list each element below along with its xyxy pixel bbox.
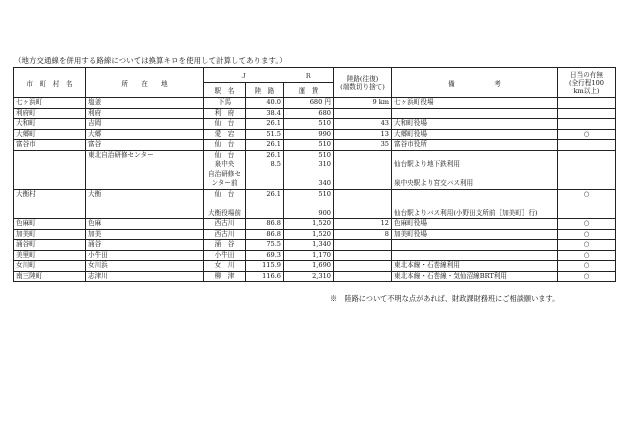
cell-place-text: 色麻 bbox=[88, 219, 102, 227]
table-caption-note: （地方交通線を併用する路線については換算キロを使用して計算してあります。） bbox=[14, 56, 287, 65]
cell-station bbox=[204, 250, 246, 261]
cell-note-line: 仙台駅より地下鉄利用 bbox=[394, 160, 460, 168]
cell-fare-line bbox=[286, 199, 331, 209]
cell-sea-distance-text: 9 km bbox=[372, 98, 389, 106]
cell-km-line: 116.6 bbox=[262, 271, 281, 280]
travel-expense-table bbox=[13, 67, 616, 282]
cell-place-text: 吉岡 bbox=[88, 119, 102, 127]
cell-station bbox=[204, 219, 246, 230]
table-row bbox=[14, 250, 616, 261]
cell-km-line bbox=[248, 179, 281, 189]
table-row bbox=[14, 129, 616, 140]
cell-city-text: 美里町 bbox=[16, 250, 36, 259]
cell-km-line: 40.0 bbox=[266, 98, 281, 106]
table-body bbox=[14, 98, 616, 282]
cell-place bbox=[86, 250, 204, 261]
cell-sea-distance bbox=[334, 150, 392, 189]
cell-station-line: 仙 台 bbox=[214, 189, 235, 198]
cell-station bbox=[204, 108, 246, 119]
cell-allowance-mark bbox=[558, 108, 616, 119]
cell-allowance-mark bbox=[558, 129, 616, 140]
cell-fare-line: 1,340 bbox=[312, 240, 331, 248]
cell-sea-distance bbox=[334, 98, 392, 109]
cell-sea-distance-text: 35 bbox=[380, 140, 389, 148]
cell-km-line: 26.1 bbox=[266, 140, 281, 148]
cell-fare-line: 510 bbox=[318, 119, 331, 127]
cell-fare bbox=[284, 229, 334, 240]
cell-city bbox=[14, 250, 86, 261]
cell-km bbox=[246, 250, 284, 261]
cell-sea-distance bbox=[334, 189, 392, 219]
cell-km bbox=[246, 219, 284, 230]
cell-city bbox=[14, 150, 86, 189]
cell-station-line: 柳 津 bbox=[214, 271, 235, 280]
table-row bbox=[14, 150, 616, 189]
cell-station-line: 小牛田 bbox=[214, 250, 235, 259]
cell-sea-distance bbox=[334, 219, 392, 230]
cell-note bbox=[392, 250, 558, 261]
cell-allowance-mark-text bbox=[560, 119, 613, 129]
cell-fare bbox=[284, 140, 334, 151]
cell-km bbox=[246, 229, 284, 240]
cell-city bbox=[14, 219, 86, 230]
cell-allowance-mark-text: ○ bbox=[583, 261, 590, 269]
cell-station bbox=[204, 119, 246, 130]
cell-sea-distance-text bbox=[336, 272, 389, 282]
cell-sea-distance bbox=[334, 140, 392, 151]
cell-allowance-mark bbox=[558, 250, 616, 261]
cell-allowance-mark bbox=[558, 271, 616, 282]
cell-sea-distance-text bbox=[336, 190, 389, 200]
cell-km-line bbox=[248, 170, 281, 180]
cell-place bbox=[86, 108, 204, 119]
cell-km bbox=[246, 150, 284, 189]
cell-city-text: 加美町 bbox=[16, 229, 36, 238]
cell-sea-distance bbox=[334, 250, 392, 261]
cell-allowance-mark bbox=[558, 240, 616, 251]
cell-note-line: 大郷町役場 bbox=[394, 129, 427, 138]
cell-place bbox=[86, 240, 204, 251]
cell-km-line: 38.4 bbox=[266, 108, 281, 117]
cell-note bbox=[392, 119, 558, 130]
cell-note bbox=[392, 108, 558, 119]
cell-city bbox=[14, 98, 86, 109]
cell-fare-line: 680 bbox=[318, 108, 331, 117]
cell-fare bbox=[284, 108, 334, 119]
cell-place bbox=[86, 140, 204, 151]
cell-allowance-mark-text: ○ bbox=[583, 271, 590, 280]
cell-sea-distance bbox=[334, 119, 392, 130]
cell-station-line: 仙 台 bbox=[214, 150, 235, 159]
cell-place bbox=[86, 98, 204, 109]
cell-fare bbox=[284, 150, 334, 189]
cell-sea-distance bbox=[334, 271, 392, 282]
cell-km-line: 8.5 bbox=[270, 160, 281, 168]
cell-allowance-mark bbox=[558, 219, 616, 230]
cell-allowance-mark bbox=[558, 189, 616, 219]
cell-allowance-mark bbox=[558, 229, 616, 240]
footnote: ※ 陸路について不明な点があれば、財政課財務班にご相談願います。 bbox=[330, 294, 560, 303]
cell-place-text: 塩釜 bbox=[88, 98, 102, 106]
cell-allowance-mark-text: ○ bbox=[583, 250, 590, 259]
cell-km-line bbox=[248, 209, 281, 219]
cell-km bbox=[246, 240, 284, 251]
cell-km-line: 51.5 bbox=[266, 129, 281, 138]
cell-city-text: 色麻町 bbox=[16, 219, 36, 227]
cell-allowance-mark bbox=[558, 150, 616, 189]
cell-station-line: 西古川 bbox=[214, 229, 235, 238]
cell-station bbox=[204, 261, 246, 272]
table-row bbox=[14, 240, 616, 251]
cell-city bbox=[14, 261, 86, 272]
cell-km-line: 86.8 bbox=[266, 219, 281, 227]
cell-note bbox=[392, 98, 558, 109]
cell-place bbox=[86, 229, 204, 240]
cell-km bbox=[246, 129, 284, 140]
header-place: 所 在 地 bbox=[86, 68, 204, 98]
header-km: 陸 路 bbox=[246, 83, 284, 98]
cell-city bbox=[14, 108, 86, 119]
table-row bbox=[14, 119, 616, 130]
cell-station bbox=[204, 229, 246, 240]
cell-allowance-mark-text bbox=[560, 98, 613, 108]
cell-city bbox=[14, 119, 86, 130]
cell-station-line: 大衡役場前 bbox=[208, 208, 241, 217]
cell-fare-line: 1,170 bbox=[312, 250, 331, 259]
cell-station-line: ンター前 bbox=[211, 179, 238, 187]
table-row bbox=[14, 98, 616, 109]
cell-city-text: 利府町 bbox=[16, 108, 36, 117]
cell-city-text bbox=[16, 151, 83, 161]
cell-note bbox=[392, 229, 558, 240]
cell-km-line: 115.9 bbox=[262, 261, 281, 269]
cell-note-line bbox=[394, 199, 555, 209]
header-allowance: 日当の有無 (全行程100 km以上) bbox=[558, 68, 616, 98]
cell-place bbox=[86, 271, 204, 282]
cell-note-line: 色麻町役場 bbox=[394, 219, 427, 227]
cell-place bbox=[86, 189, 204, 219]
cell-place-text: 涌谷 bbox=[88, 240, 102, 248]
cell-place-text: 大衡 bbox=[88, 189, 102, 198]
table-row bbox=[14, 229, 616, 240]
cell-place-text: 利府 bbox=[88, 108, 102, 117]
cell-fare bbox=[284, 129, 334, 140]
cell-city-text: 大衡村 bbox=[16, 189, 36, 198]
cell-note bbox=[392, 261, 558, 272]
cell-sea-distance-text bbox=[336, 240, 389, 250]
cell-station-line: 女 川 bbox=[214, 261, 235, 269]
cell-note-line: 泉中央駅より宮交バス利用 bbox=[394, 179, 474, 187]
cell-sea-distance-text: 8 bbox=[384, 229, 389, 238]
cell-fare-line: 340 bbox=[318, 179, 331, 187]
cell-allowance-mark-text bbox=[560, 140, 613, 150]
cell-km-line: 86.8 bbox=[266, 229, 281, 238]
cell-place-text: 東北自治研修センター bbox=[88, 150, 154, 159]
table-row bbox=[14, 271, 616, 282]
cell-sea-distance bbox=[334, 261, 392, 272]
cell-km-line: 75.5 bbox=[266, 240, 281, 248]
cell-city bbox=[14, 140, 86, 151]
cell-station-line: 仙 台 bbox=[214, 119, 235, 127]
cell-sea-distance-text: 13 bbox=[380, 129, 389, 138]
cell-note bbox=[392, 189, 558, 219]
cell-allowance-mark-text: ○ bbox=[583, 229, 590, 238]
header-note: 備 考 bbox=[392, 68, 558, 98]
cell-note bbox=[392, 240, 558, 251]
cell-city-text: 七ヶ浜町 bbox=[16, 98, 43, 106]
cell-allowance-mark-text: ○ bbox=[583, 129, 590, 138]
cell-fare bbox=[284, 119, 334, 130]
cell-km-line bbox=[248, 199, 281, 209]
cell-note-line: 大和町役場 bbox=[394, 119, 427, 127]
cell-city bbox=[14, 129, 86, 140]
cell-allowance-mark bbox=[558, 140, 616, 151]
cell-sea-distance-text: 43 bbox=[380, 119, 389, 127]
cell-allowance-mark-text: ○ bbox=[583, 189, 590, 198]
cell-place-text: 大郷 bbox=[88, 129, 102, 138]
cell-note-line bbox=[394, 151, 555, 161]
cell-fare-line: 510 bbox=[318, 189, 331, 198]
header-sea-route bbox=[334, 68, 392, 98]
cell-city-text: 富谷市 bbox=[16, 140, 36, 148]
cell-fare-line: 990 bbox=[318, 129, 331, 138]
cell-km bbox=[246, 271, 284, 282]
cell-note-line: 仙台駅よりバス利用(小野田支所前［加美町］行) bbox=[394, 208, 538, 217]
cell-note-line: 加美町役場 bbox=[394, 229, 427, 238]
cell-note bbox=[392, 219, 558, 230]
cell-allowance-mark-text: ○ bbox=[583, 219, 590, 227]
cell-city bbox=[14, 189, 86, 219]
cell-km bbox=[246, 108, 284, 119]
cell-station bbox=[204, 271, 246, 282]
cell-fare bbox=[284, 250, 334, 261]
cell-allowance-mark bbox=[558, 119, 616, 130]
cell-station bbox=[204, 240, 246, 251]
cell-station bbox=[204, 189, 246, 219]
header-station: 駅 名 bbox=[204, 83, 246, 98]
header-fare: 運 賃 bbox=[284, 83, 334, 98]
cell-city-text: 女川町 bbox=[16, 261, 36, 269]
cell-note-line bbox=[394, 109, 555, 119]
header-sea-line2: (端数切り捨て) bbox=[340, 82, 385, 91]
cell-city bbox=[14, 271, 86, 282]
cell-km bbox=[246, 98, 284, 109]
cell-fare-line: 2,310 bbox=[312, 271, 331, 280]
cell-fare-line: 680 円 bbox=[309, 98, 331, 106]
cell-note-line: 東北本線・石巻線・気仙沼線BRT利用 bbox=[394, 271, 507, 280]
cell-km bbox=[246, 261, 284, 272]
table-row bbox=[14, 261, 616, 272]
cell-station-line: 愛 宕 bbox=[214, 129, 235, 138]
cell-fare bbox=[284, 271, 334, 282]
cell-fare-line bbox=[286, 170, 331, 180]
cell-sea-distance bbox=[334, 240, 392, 251]
cell-place bbox=[86, 219, 204, 230]
cell-sea-distance-text: 12 bbox=[380, 219, 389, 227]
cell-fare bbox=[284, 240, 334, 251]
cell-km-line: 69.3 bbox=[266, 250, 281, 259]
cell-place-text: 志津川 bbox=[88, 271, 108, 280]
cell-allowance-mark bbox=[558, 98, 616, 109]
cell-km-line: 26.1 bbox=[266, 150, 281, 159]
table-row bbox=[14, 219, 616, 230]
cell-sea-distance-text bbox=[336, 109, 389, 119]
cell-fare bbox=[284, 219, 334, 230]
cell-place bbox=[86, 129, 204, 140]
cell-note-line bbox=[394, 190, 555, 200]
cell-station bbox=[204, 150, 246, 189]
cell-allowance-mark-text: ○ bbox=[583, 240, 590, 248]
cell-fare-line: 510 bbox=[318, 140, 331, 148]
cell-place-text: 小牛田 bbox=[88, 250, 108, 259]
cell-note-line bbox=[394, 251, 555, 261]
cell-note-line: 七ヶ浜町役場 bbox=[394, 98, 434, 106]
cell-place bbox=[86, 150, 204, 189]
cell-city-text: 涌谷町 bbox=[16, 240, 36, 248]
cell-station-line bbox=[206, 199, 243, 209]
header-city: 市 町 村 名 bbox=[14, 68, 86, 98]
cell-place-text: 加美 bbox=[88, 229, 102, 238]
cell-station-line: 利 府 bbox=[214, 108, 235, 117]
cell-note bbox=[392, 150, 558, 189]
cell-place-text: 女川浜 bbox=[88, 261, 108, 269]
cell-fare-line: 310 bbox=[318, 160, 331, 168]
cell-allowance-mark-text bbox=[560, 151, 613, 161]
cell-fare-line: 1,690 bbox=[312, 261, 331, 269]
header-sea-line1: 陸路(往復) bbox=[346, 74, 379, 83]
cell-place bbox=[86, 261, 204, 272]
cell-city bbox=[14, 229, 86, 240]
cell-station-line: 西古川 bbox=[214, 219, 235, 227]
cell-note bbox=[392, 271, 558, 282]
cell-station bbox=[204, 140, 246, 151]
cell-city-text: 南三陸町 bbox=[16, 271, 43, 280]
cell-allowance-mark-text bbox=[560, 109, 613, 119]
cell-note-line: 富谷市役所 bbox=[394, 140, 427, 148]
cell-station bbox=[204, 129, 246, 140]
cell-km bbox=[246, 119, 284, 130]
cell-station-line: 自治研修セ bbox=[208, 169, 241, 178]
cell-sea-distance-text bbox=[336, 261, 389, 271]
cell-note bbox=[392, 140, 558, 151]
cell-sea-distance-text bbox=[336, 251, 389, 261]
cell-note bbox=[392, 129, 558, 140]
cell-km bbox=[246, 140, 284, 151]
cell-station-line: 下馬 bbox=[217, 98, 232, 106]
cell-city bbox=[14, 240, 86, 251]
cell-allowance-mark bbox=[558, 261, 616, 272]
cell-city-text: 大郷町 bbox=[16, 129, 36, 138]
cell-km-line: 26.1 bbox=[266, 189, 281, 198]
cell-station-line: 泉中央 bbox=[214, 160, 235, 168]
cell-station-line: 仙 台 bbox=[214, 140, 235, 148]
cell-sea-distance bbox=[334, 229, 392, 240]
table-row bbox=[14, 108, 616, 119]
cell-station bbox=[204, 98, 246, 109]
cell-note-line bbox=[394, 240, 555, 250]
cell-place bbox=[86, 119, 204, 130]
header-jr-r: Ｒ bbox=[284, 68, 334, 83]
cell-note-line bbox=[394, 170, 555, 180]
cell-place-text: 富谷 bbox=[88, 140, 102, 148]
cell-km-line: 26.1 bbox=[266, 119, 281, 127]
cell-fare bbox=[284, 261, 334, 272]
table-row bbox=[14, 140, 616, 151]
cell-fare bbox=[284, 189, 334, 219]
cell-note-line: 東北本線・石巻線利用 bbox=[394, 261, 460, 269]
cell-fare-line: 1,520 bbox=[312, 219, 331, 227]
cell-city-text: 大和町 bbox=[16, 119, 36, 127]
cell-station-line: 涌 谷 bbox=[214, 240, 235, 248]
cell-fare-line: 510 bbox=[318, 150, 331, 159]
cell-fare bbox=[284, 98, 334, 109]
header-jr-j: Ｊ bbox=[204, 68, 284, 83]
cell-km bbox=[246, 189, 284, 219]
cell-sea-distance bbox=[334, 129, 392, 140]
cell-fare-line: 900 bbox=[318, 208, 331, 217]
table-row bbox=[14, 189, 616, 219]
cell-sea-distance bbox=[334, 108, 392, 119]
cell-fare-line: 1,520 bbox=[312, 229, 331, 238]
cell-sea-distance-text bbox=[336, 151, 389, 161]
